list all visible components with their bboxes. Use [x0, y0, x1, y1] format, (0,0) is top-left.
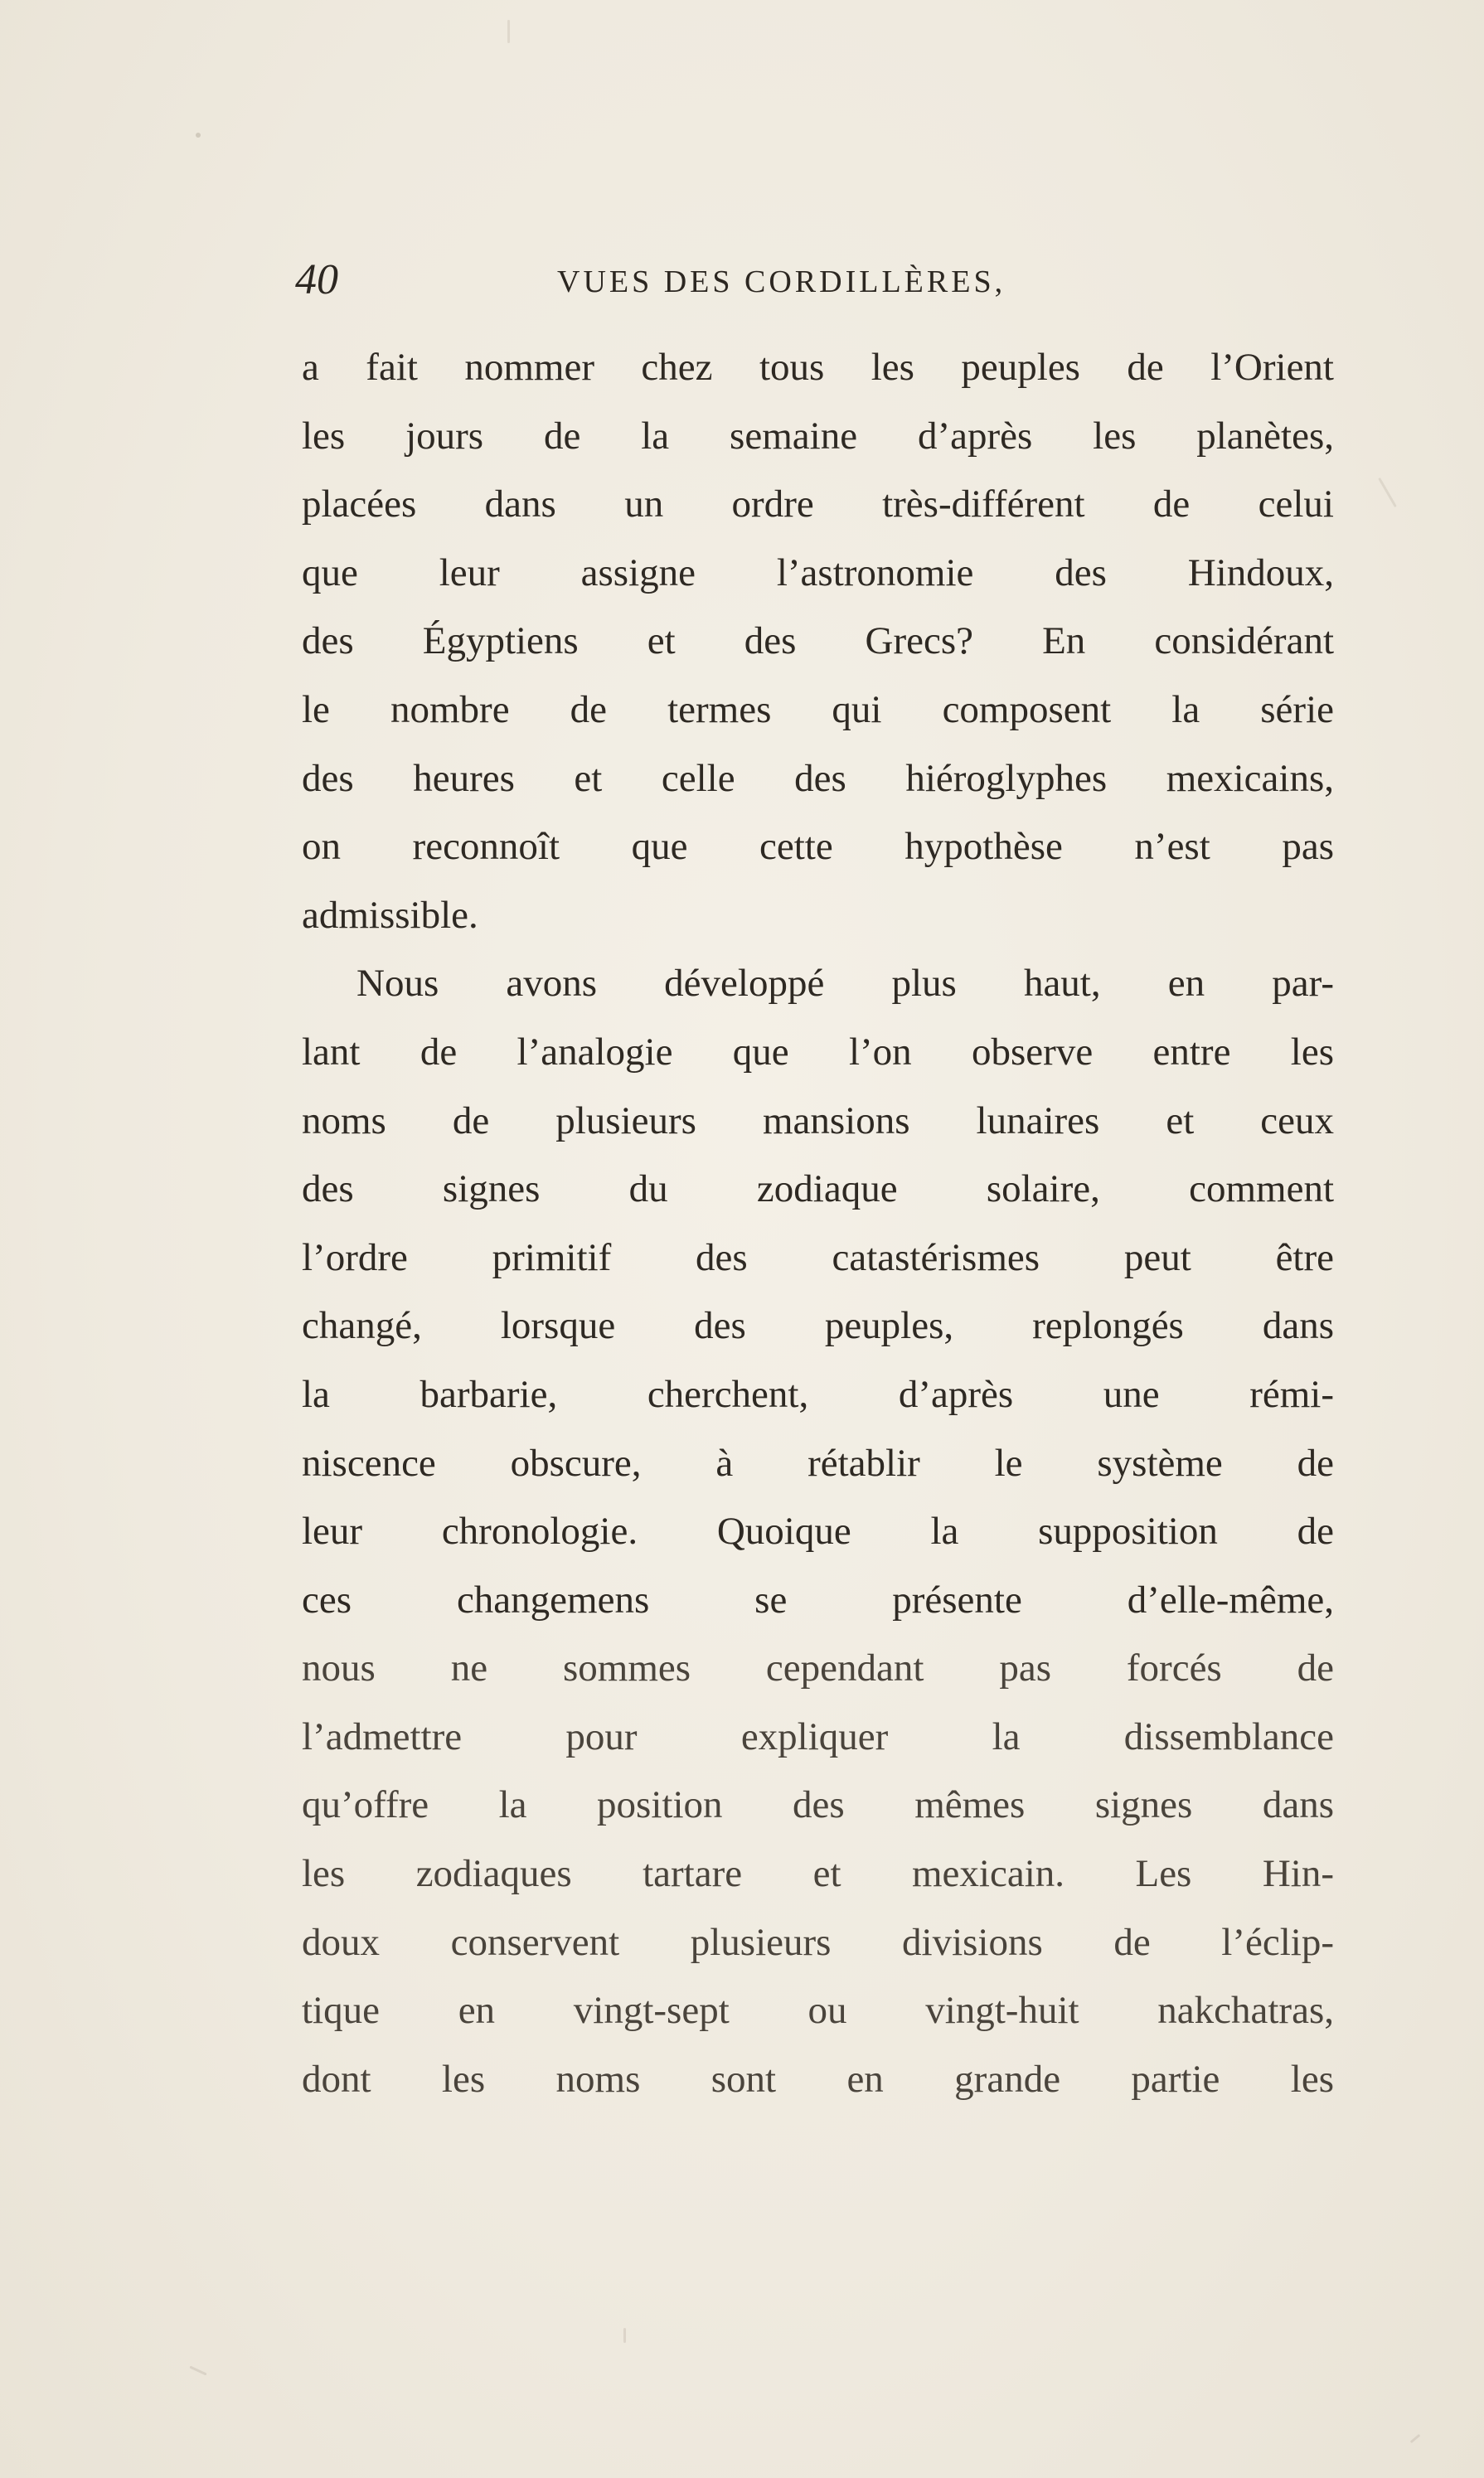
page-number: 40	[295, 256, 338, 303]
text-line: leur chronologie. Quoique la supposition de	[302, 1510, 1334, 1554]
text-line: on reconnoît que cette hypothèse n’est pas	[302, 825, 1334, 869]
paper-speck	[507, 20, 510, 43]
page-header	[295, 255, 1124, 305]
text-line: des Égyptiens et des Grecs? En considérant	[302, 619, 1334, 663]
text-line: a fait nommer chez tous les peuples de l’Orient	[302, 346, 1334, 389]
text-line: ces changemens se présente d’elle-même,	[302, 1578, 1334, 1622]
text-line: l’admettre pour expliquer la dissemblance	[302, 1714, 1334, 1758]
text-line: les jours de la semaine d’après les planètes,	[302, 414, 1334, 458]
text-line: les zodiaques tartare et mexicain. Les Hin-	[302, 1852, 1334, 1896]
text-line: l’ordre primitif des catastérismes peut être	[302, 1235, 1334, 1279]
paper-speck	[196, 133, 201, 138]
paragraph-start-line: Nous avons développé plus haut, en par-	[356, 962, 1334, 1006]
text-line: que leur assigne l’astronomie des Hindoux,	[302, 550, 1334, 594]
text-line: noms de plusieurs mansions lunaires et ceux	[302, 1098, 1334, 1142]
text-line: des heures et celle des hiéroglyphes mexicains,	[302, 756, 1334, 800]
text-line: placées dans un ordre très-différent de celui	[302, 483, 1334, 526]
text-line: doux conservent plusieurs divisions de l’éclip-	[302, 1920, 1334, 1964]
running-head: VUES DES CORDILLÈRES,	[557, 264, 1006, 299]
text-line: admissible.	[302, 893, 478, 937]
text-line: tique en vingt-sept ou vingt-huit nakchatras,	[302, 1989, 1334, 2033]
text-line: niscence obscure, à rétablir le système de	[302, 1441, 1334, 1485]
text-line: qu’offre la position des mêmes signes dans	[302, 1783, 1334, 1827]
text-line: changé, lorsque des peuples, replongés dans	[302, 1304, 1334, 1348]
text-line: le nombre de termes qui composent la série	[302, 687, 1334, 731]
body-text	[302, 333, 1334, 2113]
paper-speck	[623, 2328, 626, 2343]
text-line: des signes du zodiaque solaire, comment	[302, 1167, 1334, 1211]
text-line: la barbarie, cherchent, d’après une rémi-	[302, 1372, 1334, 1416]
text-line: nous ne sommes cependant pas forcés de	[302, 1646, 1334, 1690]
text-line: lant de l’analogie que l’on observe entre les	[302, 1030, 1334, 1074]
text-line: dont les noms sont en grande partie les	[302, 2057, 1334, 2101]
